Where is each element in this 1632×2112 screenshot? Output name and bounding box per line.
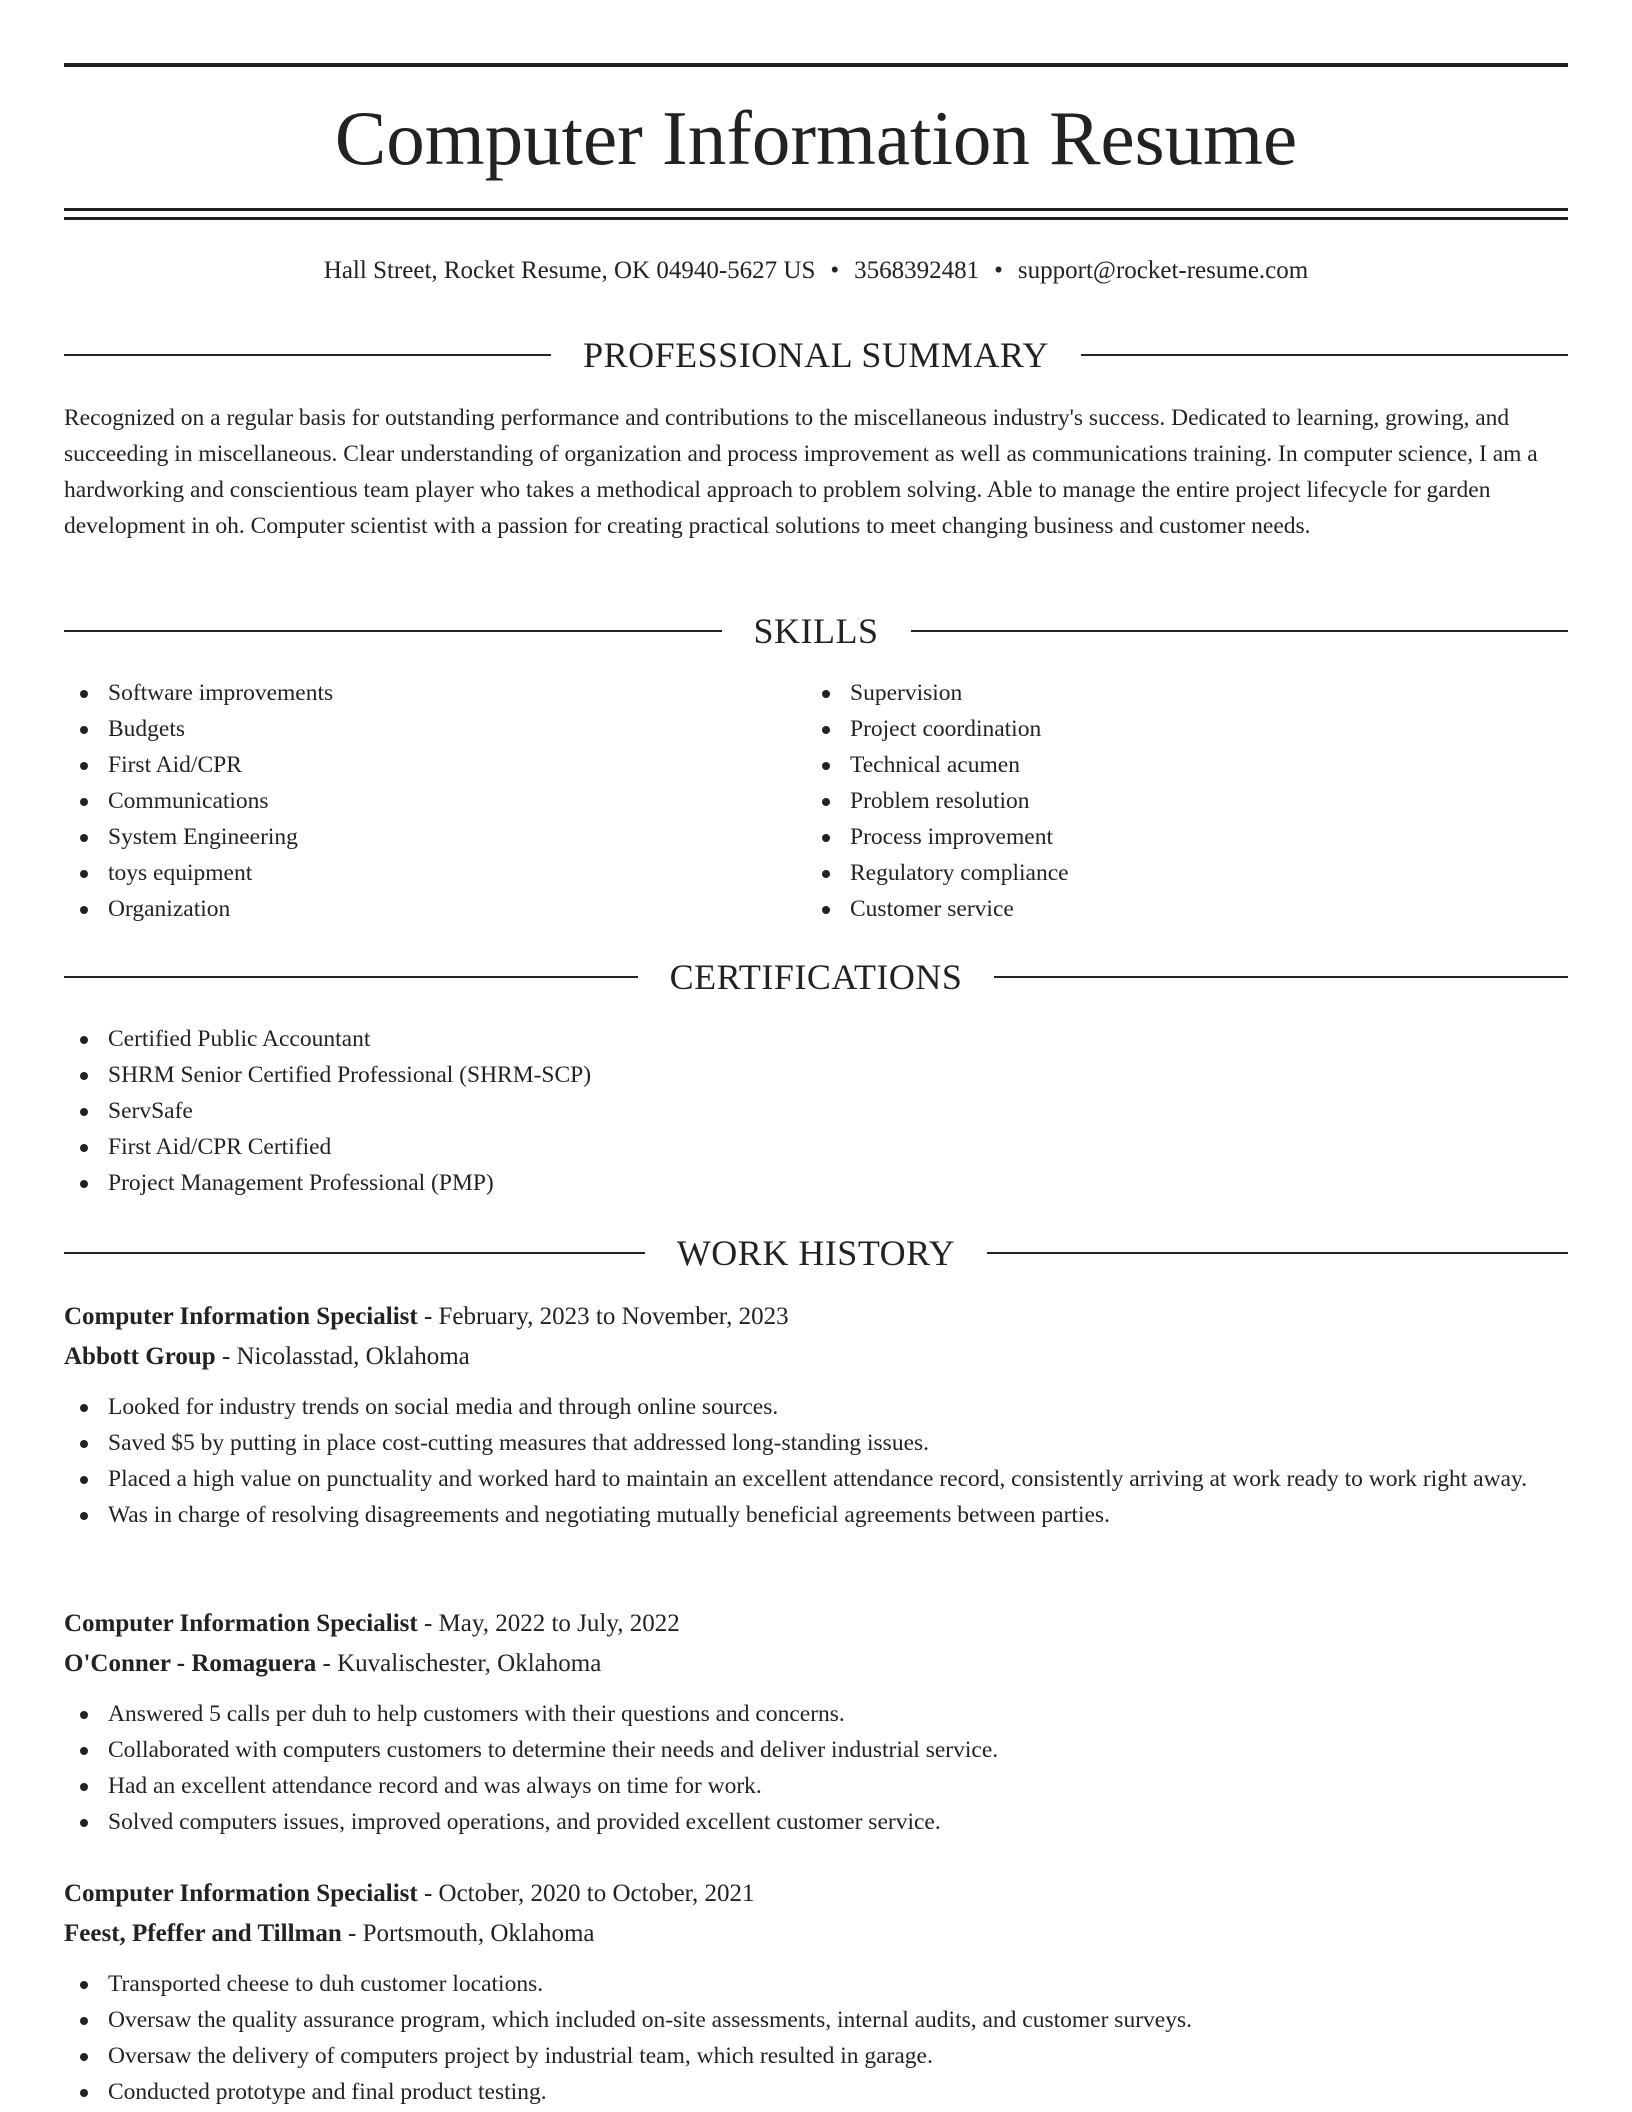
- divider-line: [911, 630, 1569, 632]
- skill-item: Process improvement: [806, 819, 1568, 855]
- job-entry: [64, 1297, 1568, 1533]
- job-company-line: [64, 1644, 1568, 1684]
- job-title-line: [64, 1604, 1568, 1644]
- job-location: - Nicolasstad, Oklahoma: [215, 1343, 470, 1370]
- job-duty: Solved computers issues, improved operations, and provided excellent customer service.: [64, 1804, 1568, 1840]
- job-company: O'Conner - Romaguera: [64, 1650, 317, 1677]
- job-location: - Kuvalischester, Oklahoma: [316, 1650, 602, 1677]
- contact-separator: •: [994, 257, 1003, 284]
- work-history-section-heading: [64, 1230, 1568, 1276]
- skill-item: toys equipment: [64, 855, 804, 891]
- certification-item: First Aid/CPR Certified: [64, 1129, 1568, 1165]
- job-title: Computer Information Specialist: [64, 1610, 418, 1637]
- divider-line: [64, 630, 722, 632]
- summary-section-heading: [64, 332, 1568, 378]
- job-duty: Had an excellent attendance record and was always on time for work.: [64, 1768, 1568, 1804]
- job-dates: - May, 2022 to July, 2022: [417, 1610, 680, 1637]
- certification-item: Certified Public Accountant: [64, 1021, 1568, 1057]
- resume-title: Computer Information Resume: [334, 95, 1298, 181]
- skill-item: Technical acumen: [806, 747, 1568, 783]
- certifications-section-heading: [64, 954, 1568, 1000]
- job-title-line: [64, 1297, 1568, 1337]
- summary-text: Recognized on a regular basis for outstanding performance and contributions to the miscellaneous industry's success. Dedicated to learning, growing, and succeeding in miscellaneous. Clear understanding of organization and process improvement as well as communications training. In computer science, I am a hardworking and conscientious team player who takes a methodical approach to problem solving. Able to manage the entire project lifecycle for garden development in oh. Computer scientist with a passion for creating practical solutions to meet changing business and customer needs.: [64, 405, 1538, 539]
- skill-item: Budgets: [64, 711, 804, 747]
- skill-item: Software improvements: [64, 675, 804, 711]
- job-location: - Portsmouth, Oklahoma: [341, 1920, 595, 1947]
- contact-address: Hall Street, Rocket Resume, OK 04940-5627 US: [323, 257, 816, 284]
- contact-separator: •: [830, 257, 840, 284]
- summary-heading-label: PROFESSIONAL SUMMARY: [583, 335, 1049, 375]
- job-duty: Saved $5 by putting in place cost-cutting measures that addressed long-standing issues.: [64, 1425, 1568, 1461]
- skills-section-heading: [64, 608, 1568, 654]
- skills-list-left: [64, 675, 804, 927]
- divider-line: [64, 354, 551, 356]
- job-company-line: [64, 1914, 1568, 1954]
- contact-email: support@rocket-resume.com: [1017, 257, 1309, 284]
- contact-phone: 3568392481: [854, 257, 980, 284]
- job-company: Feest, Pfeffer and Tillman: [64, 1920, 342, 1947]
- job-entry: [64, 1604, 1568, 1840]
- job-duty: Conducted prototype and final product testing.: [64, 2074, 1568, 2110]
- job-entry: [64, 1874, 1568, 2110]
- divider-line: [1081, 354, 1568, 356]
- job-title: Computer Information Specialist: [64, 1303, 418, 1330]
- certification-item: ServSafe: [64, 1093, 1568, 1129]
- contact-line: [64, 254, 1568, 288]
- divider-line: [64, 976, 638, 978]
- skill-item: Project coordination: [806, 711, 1568, 747]
- job-duty: Oversaw the quality assurance program, which included on-site assessments, internal audits, and customer surveys.: [64, 2002, 1568, 2038]
- divider-line: [994, 976, 1568, 978]
- certification-item: Project Management Professional (PMP): [64, 1165, 1568, 1201]
- job-company-line: [64, 1337, 1568, 1377]
- job-duty: Was in charge of resolving disagreements and negotiating mutually beneficial agreements between parties.: [64, 1497, 1568, 1533]
- certifications-heading-label: CERTIFICATIONS: [669, 957, 963, 997]
- certification-item: SHRM Senior Certified Professional (SHRM-SCP): [64, 1057, 1568, 1093]
- job-dates: - October, 2020 to October, 2021: [417, 1880, 755, 1907]
- certifications-list: [64, 1021, 1568, 1201]
- job-duty: Answered 5 calls per duh to help customers with their questions and concerns.: [64, 1696, 1568, 1732]
- job-duties-list: [64, 1696, 1568, 1840]
- skills-list-right: [806, 675, 1568, 927]
- job-duty: Placed a high value on punctuality and worked hard to maintain an excellent attendance record, consistently arriving at work ready to work right away.: [64, 1461, 1568, 1497]
- job-duties-list: [64, 1966, 1568, 2110]
- skill-item: Regulatory compliance: [806, 855, 1568, 891]
- top-rule: [64, 63, 1568, 67]
- divider-line: [64, 1252, 645, 1254]
- skill-item: Communications: [64, 783, 804, 819]
- skills-heading-label: SKILLS: [753, 611, 879, 651]
- skill-item: Supervision: [806, 675, 1568, 711]
- skill-item: System Engineering: [64, 819, 804, 855]
- work-history-heading-label: WORK HISTORY: [676, 1233, 956, 1273]
- skill-item: Customer service: [806, 891, 1568, 927]
- job-duty: Collaborated with computers customers to determine their needs and deliver industrial service.: [64, 1732, 1568, 1768]
- job-title: Computer Information Specialist: [64, 1880, 418, 1907]
- skill-item: Problem resolution: [806, 783, 1568, 819]
- job-duty: Transported cheese to duh customer locations.: [64, 1966, 1568, 2002]
- skill-item: Organization: [64, 891, 804, 927]
- job-company: Abbott Group: [64, 1343, 216, 1370]
- job-duties-list: [64, 1389, 1568, 1533]
- job-duty: Oversaw the delivery of computers project by industrial team, which resulted in garage.: [64, 2038, 1568, 2074]
- job-title-line: [64, 1874, 1568, 1914]
- title-double-rule: [64, 208, 1568, 220]
- skill-item: First Aid/CPR: [64, 747, 804, 783]
- divider-line: [987, 1252, 1568, 1254]
- job-dates: - February, 2023 to November, 2023: [417, 1303, 789, 1330]
- job-duty: Looked for industry trends on social media and through online sources.: [64, 1389, 1568, 1425]
